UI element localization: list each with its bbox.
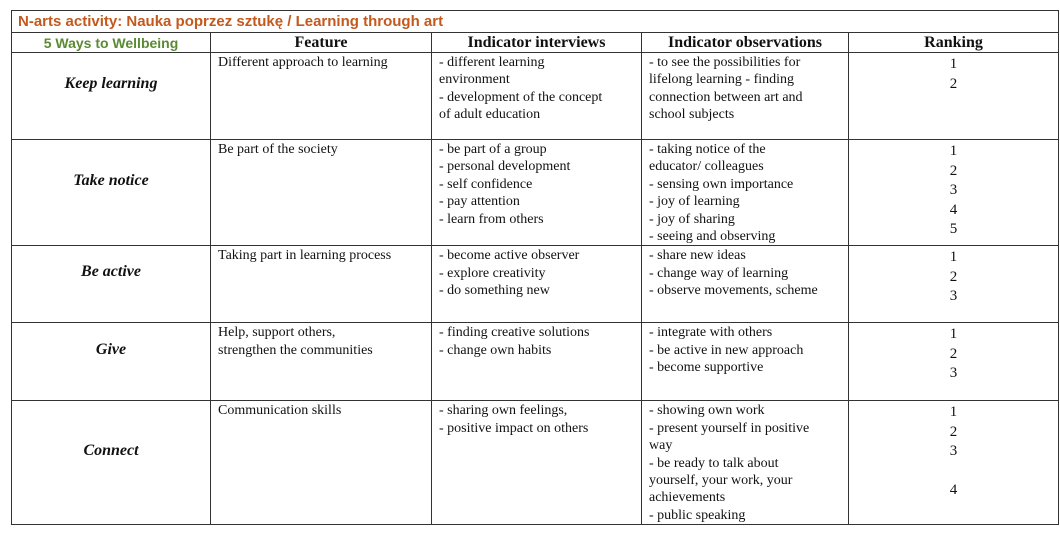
- table-row: [12, 246, 1059, 323]
- way-label: Be active: [81, 263, 141, 281]
- interviews-cell-line: - self confidence: [439, 176, 533, 192]
- ranking-number: 3: [949, 288, 958, 305]
- ranking-number: 1: [949, 249, 958, 266]
- title-row: [12, 11, 1059, 33]
- way-label: Give: [95, 340, 127, 358]
- interviews-cell-line: of adult education: [439, 107, 541, 123]
- observations-cell: [642, 401, 849, 525]
- observations-cell-line: - present yourself in positive: [649, 420, 810, 436]
- way-cell: [12, 323, 211, 401]
- ranking-cell: [849, 53, 1059, 140]
- feature-cell: [211, 246, 432, 323]
- interviews-cell-line: - pay attention: [439, 194, 520, 210]
- observations-cell-line: lifelong learning - finding: [649, 72, 795, 88]
- observations-cell: [642, 53, 849, 140]
- interviews-cell-line: - change own habits: [439, 342, 552, 358]
- interviews-cell-line: - be part of a group: [439, 142, 547, 157]
- observations-cell-line: - taking notice of the: [649, 142, 766, 157]
- ranking-cell: [849, 323, 1059, 401]
- header-ways: 5 Ways to Wellbeing: [12, 33, 211, 53]
- observations-cell-line: - be ready to talk about: [649, 455, 779, 471]
- interviews-cell-line: - explore creativity: [439, 265, 546, 281]
- interviews-cell-line: - learn from others: [439, 211, 544, 227]
- table-row: [12, 53, 1059, 140]
- ranking-number: 2: [949, 423, 958, 440]
- way-label: Connect: [83, 441, 139, 459]
- observations-cell-line: connection between art and: [649, 89, 803, 105]
- feature-cell: [211, 401, 432, 525]
- ranking-cell: [849, 246, 1059, 323]
- feature-cell-line: Taking part in learning process: [218, 248, 392, 264]
- observations-cell-line: - joy of sharing: [649, 211, 735, 227]
- observations-cell: [642, 140, 849, 246]
- ranking-number: 1: [949, 143, 958, 159]
- ranking-number: 1: [949, 404, 958, 421]
- observations-cell-line: - joy of learning: [649, 194, 740, 210]
- feature-cell-line: Communication skills: [218, 403, 342, 419]
- observations-cell-line: way: [649, 438, 673, 454]
- way-cell: [12, 401, 211, 525]
- feature-cell: [211, 323, 432, 401]
- ranking-cell: [849, 401, 1059, 525]
- observations-cell-line: - showing own work: [649, 403, 765, 419]
- interviews-cell-line: - personal development: [439, 159, 571, 175]
- interviews-cell-line: - different learning: [439, 55, 545, 70]
- observations-cell-line: achievements: [649, 490, 726, 506]
- observations-cell-line: - public speaking: [649, 507, 746, 523]
- interviews-cell-line: - become active observer: [439, 248, 580, 264]
- table-row: [12, 401, 1059, 525]
- interviews-cell-line: - finding creative solutions: [439, 325, 590, 341]
- observations-cell-line: - be active in new approach: [649, 342, 804, 358]
- ranking-number: 3: [949, 182, 958, 198]
- ranking-number: 5: [949, 221, 958, 237]
- way-cell: [12, 140, 211, 246]
- interviews-cell-line: environment: [439, 72, 510, 88]
- interviews-cell-line: - sharing own feelings,: [439, 403, 568, 419]
- ranking-number: 2: [949, 345, 958, 362]
- interviews-cell-line: - development of the concept: [439, 89, 603, 105]
- table-row: [12, 323, 1059, 401]
- header-feature: Feature: [211, 33, 432, 53]
- ranking-number: 1: [949, 56, 958, 72]
- ranking-number: 1: [949, 326, 958, 343]
- observations-cell-line: - share new ideas: [649, 248, 746, 264]
- feature-cell-line: Be part of the society: [218, 142, 338, 157]
- feature-cell-line: Different approach to learning: [218, 55, 388, 70]
- ranking-number: 2: [949, 268, 958, 285]
- observations-cell-line: educator/ colleagues: [649, 159, 764, 175]
- ranking-number: 4: [949, 201, 958, 218]
- way-cell: [12, 53, 211, 140]
- header-interviews: Indicator interviews: [432, 33, 642, 53]
- feature-cell: [211, 53, 432, 140]
- table-body: [12, 53, 1059, 525]
- table-title: N-arts activity: Nauka poprzez sztukę / Learning through art: [12, 11, 1059, 33]
- interviews-cell: [432, 246, 642, 323]
- header-ranking: Ranking: [849, 33, 1059, 53]
- interviews-cell: [432, 323, 642, 401]
- feature-cell: [211, 140, 432, 246]
- way-cell: [12, 246, 211, 323]
- way-label: Take notice: [73, 171, 149, 189]
- header-observations: Indicator observations: [642, 33, 849, 53]
- ranking-cell: [849, 140, 1059, 246]
- table-row: [12, 140, 1059, 246]
- observations-cell-line: - become supportive: [649, 360, 764, 376]
- observations-cell: [642, 246, 849, 323]
- interviews-cell-line: - do something new: [439, 283, 550, 299]
- ranking-number: 3: [949, 365, 958, 382]
- interviews-cell: [432, 140, 642, 246]
- ranking-number: 4: [949, 481, 958, 498]
- observations-cell-line: - observe movements, scheme: [649, 283, 818, 299]
- observations-cell: [642, 323, 849, 401]
- observations-cell-line: school subjects: [649, 107, 735, 123]
- observations-cell-line: - change way of learning: [649, 265, 789, 281]
- observations-cell-line: - seeing and observing: [649, 229, 776, 245]
- ranking-gap: [849, 462, 1058, 481]
- feature-cell-line: strengthen the communities: [218, 342, 373, 358]
- header-row: [12, 33, 1059, 53]
- observations-cell-line: - integrate with others: [649, 325, 773, 341]
- observations-cell-line: - sensing own importance: [649, 176, 794, 192]
- way-label: Keep learning: [64, 75, 158, 92]
- ranking-number: 2: [949, 162, 958, 179]
- observations-cell-line: - to see the possibilities for: [649, 55, 801, 70]
- ranking-number: 3: [949, 443, 958, 460]
- observations-cell-line: yourself, your work, your: [649, 473, 793, 489]
- feature-cell-line: Help, support others,: [218, 325, 336, 341]
- interviews-cell: [432, 401, 642, 525]
- interviews-cell: [432, 53, 642, 140]
- ranking-number: 2: [949, 75, 958, 92]
- wellbeing-table: [11, 10, 1059, 525]
- interviews-cell-line: - positive impact on others: [439, 420, 589, 436]
